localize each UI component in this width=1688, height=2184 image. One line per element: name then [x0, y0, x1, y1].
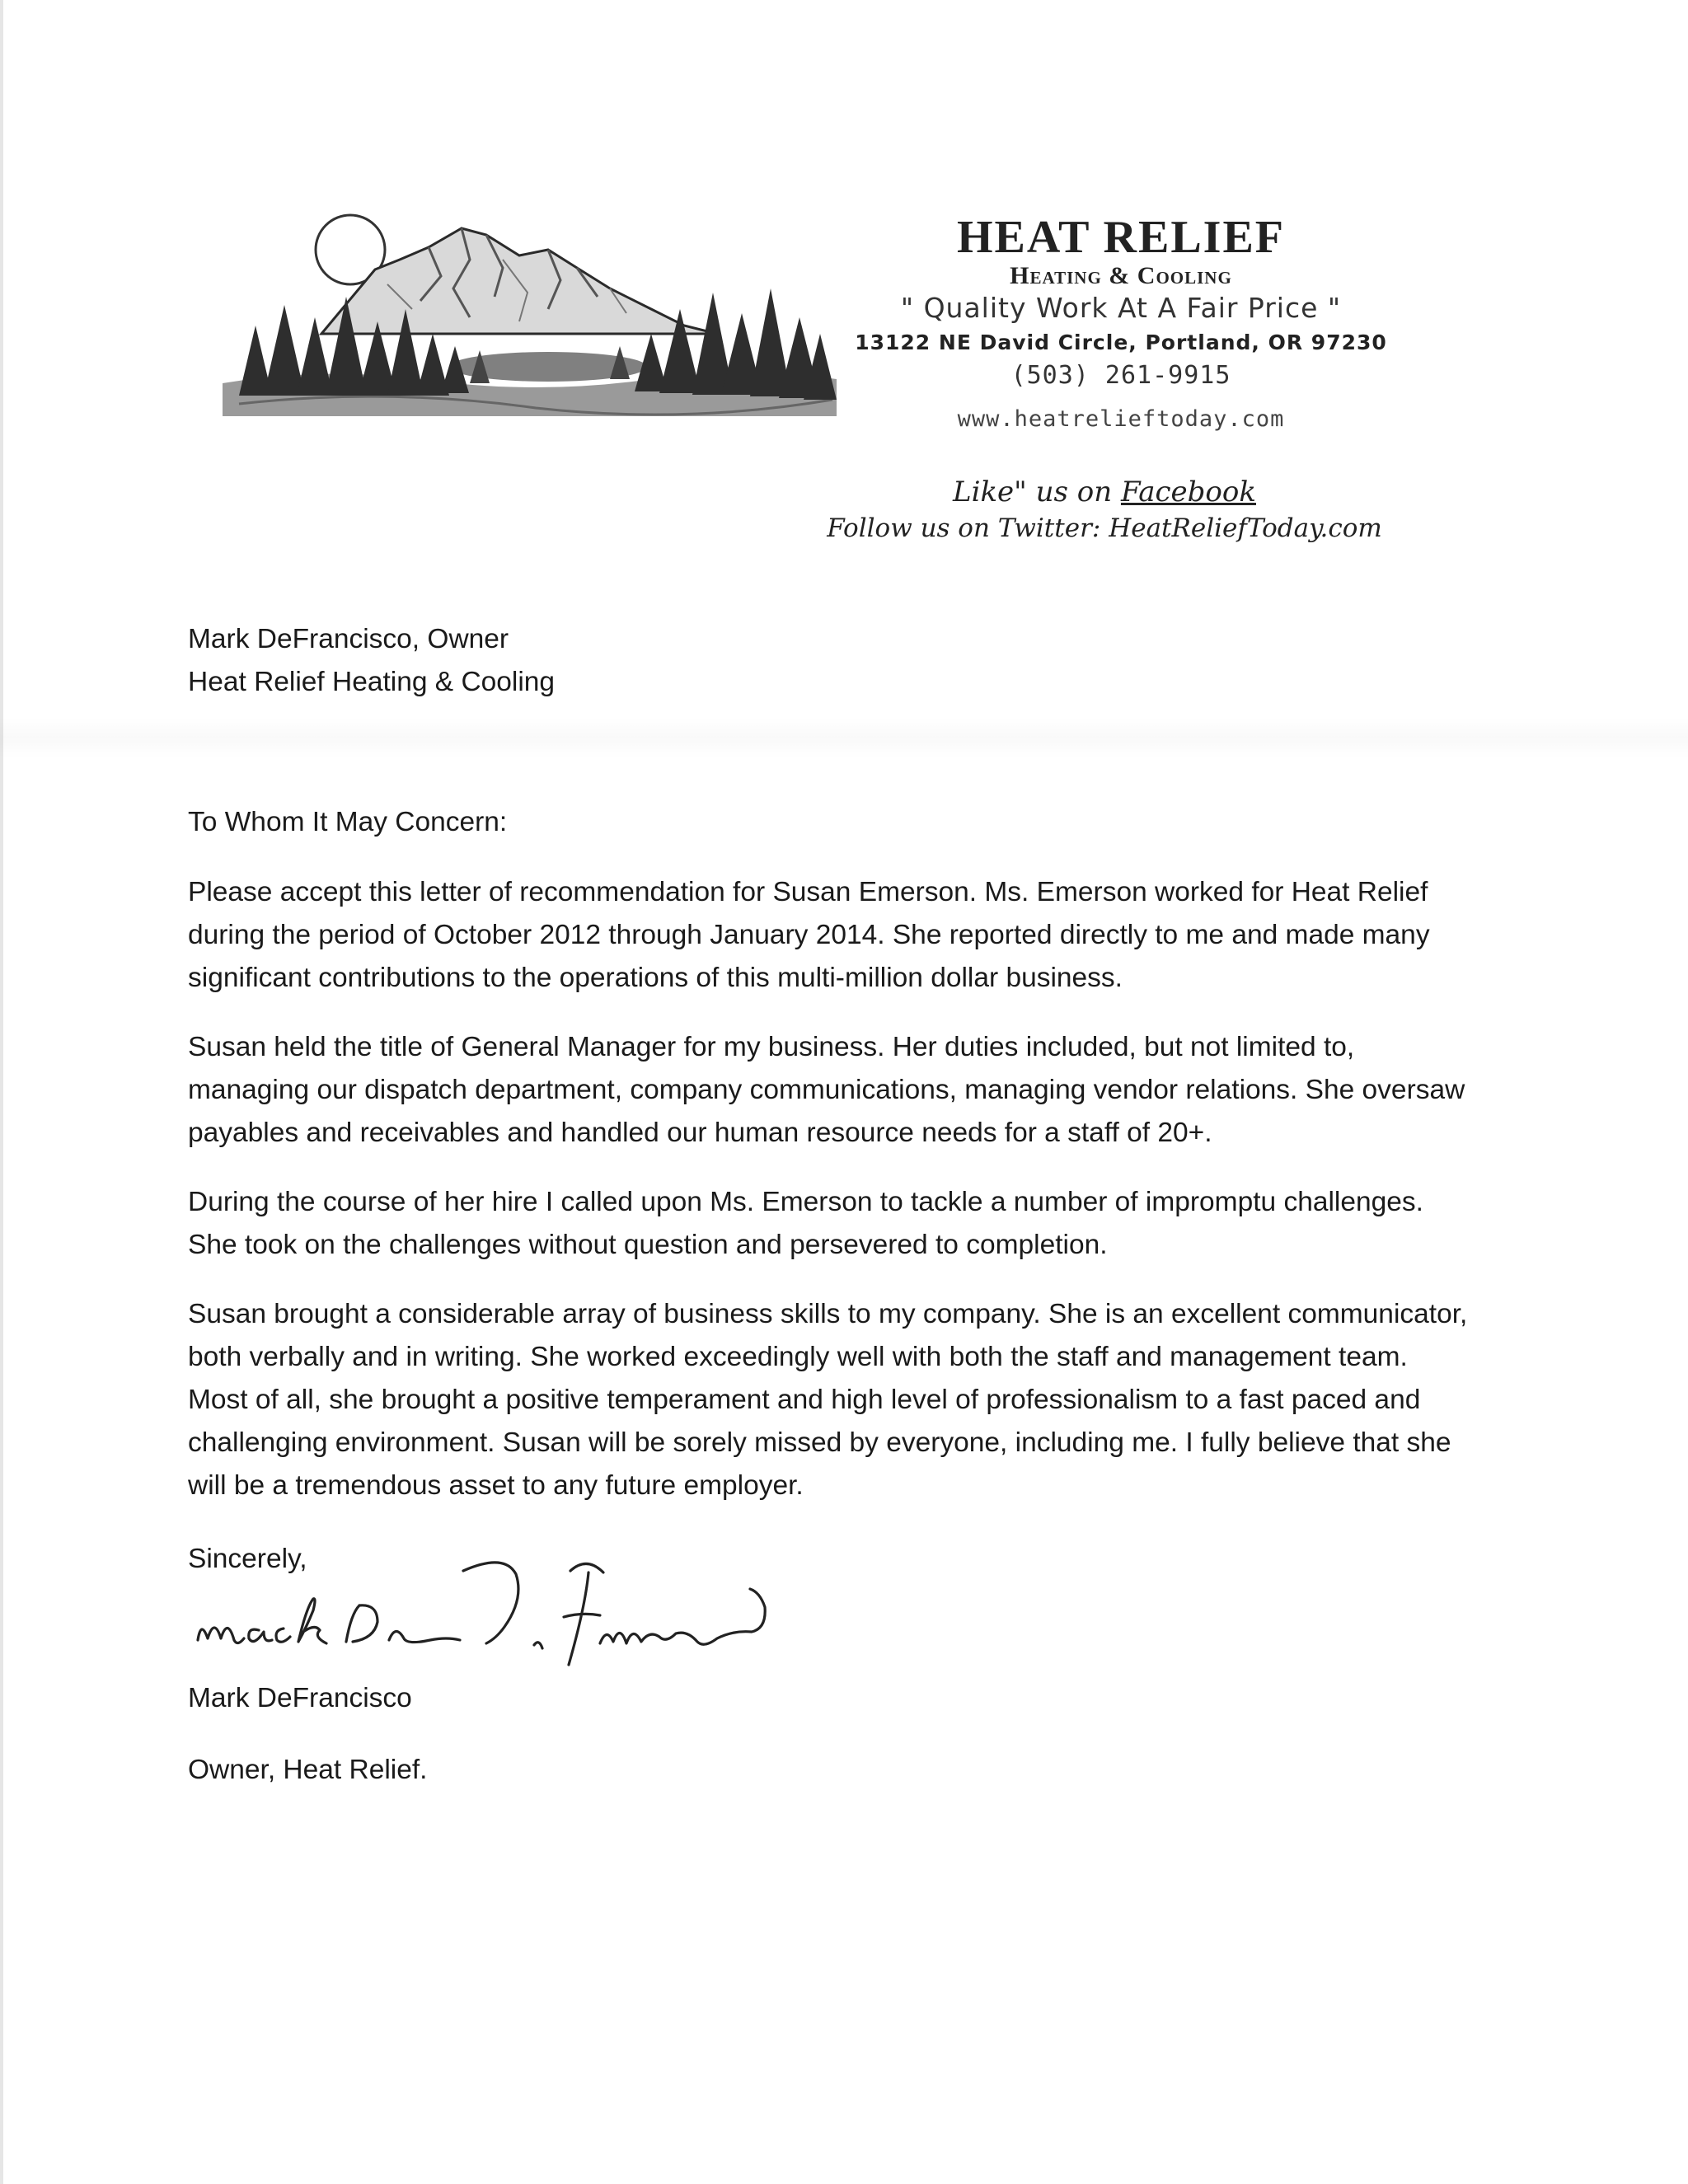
- paragraph-line: Most of all, she brought a positive temperament and high level of professionalism to a fast paced and: [188, 1385, 1421, 1415]
- company-tagline: " Quality Work At A Fair Price ": [900, 292, 1342, 324]
- paragraph-line: Please accept this letter of recommendation for Susan Emerson. Ms. Emerson worked for Heat Relief: [188, 877, 1428, 907]
- paragraph-line: She took on the challenges without question and persevered to completion.: [188, 1230, 1108, 1260]
- facebook-line: [808, 474, 1401, 510]
- company-phone: (503) 261-9915: [1010, 361, 1231, 390]
- company-subtitle: Heating & Cooling: [1010, 262, 1232, 289]
- paragraph-line: both verbally and in writing. She worked exceedingly well with both the staff and management team.: [188, 1342, 1408, 1372]
- sender-company: Heat Relief Heating & Cooling: [188, 667, 556, 697]
- paragraph-line: During the course of her hire I called upon Ms. Emerson to tackle a number of impromptu challenges.: [188, 1187, 1423, 1217]
- paragraph-line: will be a tremendous asset to any future employer.: [188, 1470, 804, 1501]
- paragraph-line: Susan held the title of General Manager for my business. Her duties included, but not limited to,: [188, 1032, 1355, 1062]
- signer-name: Mark DeFrancisco: [188, 1683, 412, 1713]
- sender-name: Mark DeFrancisco, Owner: [188, 624, 509, 654]
- scan-band: [0, 717, 1688, 758]
- paragraph-line: payables and receivables and handled our human resource needs for a staff of 20+.: [188, 1118, 1212, 1148]
- sender-block: [188, 618, 1507, 704]
- company-name: HEAT RELIEF: [956, 212, 1286, 263]
- paragraph-2: [188, 1026, 1507, 1155]
- paragraph-line: during the period of October 2012 through January 2014. She reported directly to me and made many: [188, 920, 1430, 950]
- paragraph-4: [188, 1293, 1507, 1507]
- handwritten-signature: [183, 1541, 776, 1681]
- paragraph-line: Susan brought a considerable array of business skills to my company. She is an excellent communicator,: [188, 1299, 1468, 1329]
- company-website: www.heatrelieftoday.com: [957, 406, 1285, 432]
- paragraph-3: [188, 1181, 1507, 1267]
- salutation: To Whom It May Concern:: [188, 807, 508, 837]
- paragraph-line: managing our dispatch department, company communications, managing vendor relations. She oversaw: [188, 1075, 1465, 1105]
- paragraph-line: challenging environment. Susan will be sorely missed by everyone, including me. I fully believe that she: [188, 1427, 1451, 1458]
- paragraph-line: significant contributions to the operations of this multi-million dollar business.: [188, 963, 1123, 993]
- facebook-prefix: Like" us on: [953, 476, 1121, 509]
- letterhead: [841, 213, 1401, 392]
- mountain-landscape-logo: [223, 210, 837, 416]
- facebook-link[interactable]: Facebook: [1120, 476, 1256, 509]
- company-address: 13122 NE David Circle, Portland, OR 97230: [855, 330, 1387, 354]
- scan-edge: [0, 0, 3, 2184]
- signer-title: Owner, Heat Relief.: [188, 1755, 428, 1785]
- paragraph-1: [188, 871, 1507, 1000]
- social-links: [808, 474, 1401, 546]
- closing: Sincerely,: [188, 1544, 307, 1574]
- twitter-line: Follow us on Twitter: HeatReliefToday.com: [827, 513, 1382, 543]
